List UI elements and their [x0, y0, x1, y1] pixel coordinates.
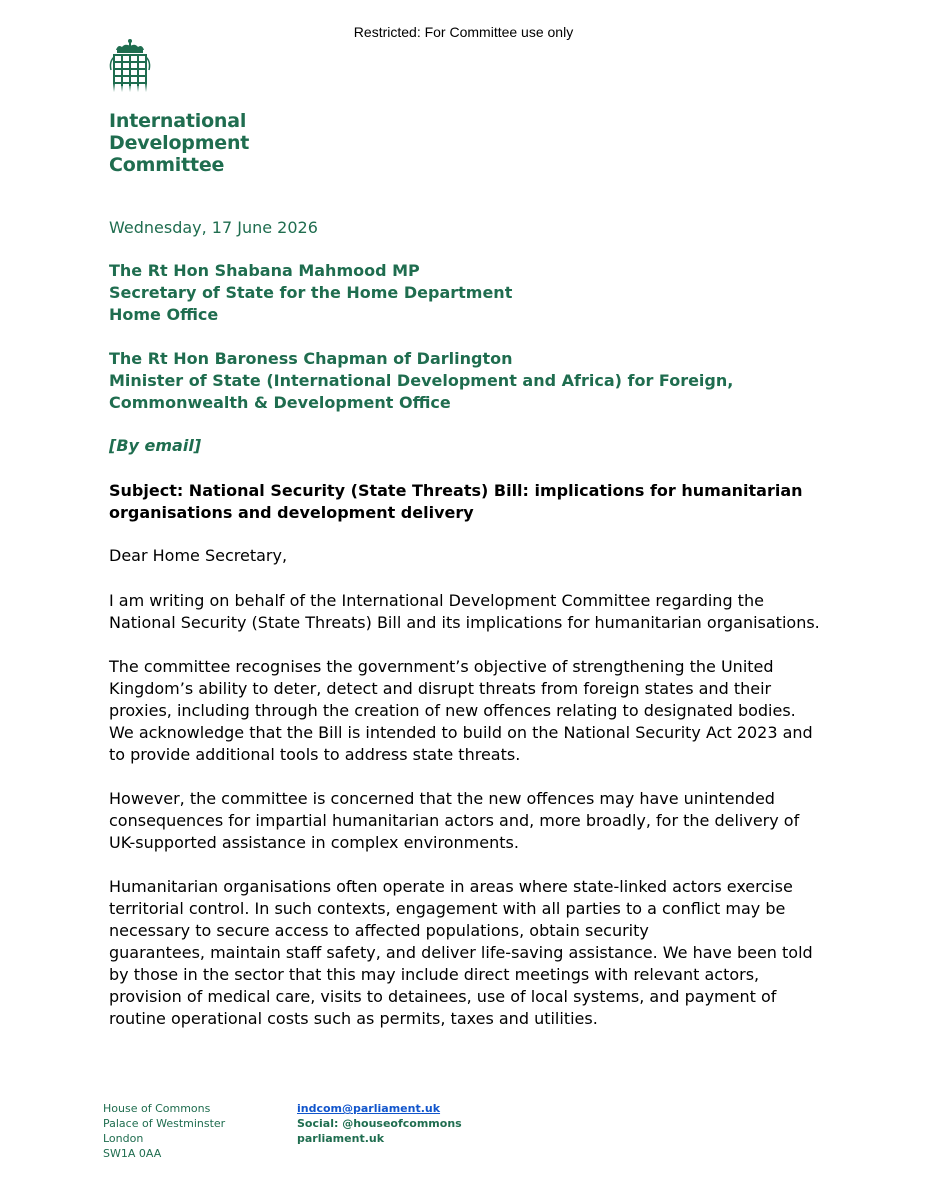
- address-line: Palace of Westminster: [103, 1117, 226, 1130]
- body-paragraph: [109, 788, 829, 854]
- letter-date: Wednesday, 17 June 2026: [109, 218, 318, 237]
- paragraph-line: The committee recognises the government’s objective of strengthening the United: [109, 657, 774, 676]
- recipient-title: Minister of State (International Development and Africa) for Foreign,: [109, 371, 734, 390]
- paragraph-line: I am writing on behalf of the International Development Committee regarding the: [109, 591, 764, 610]
- address-line: London: [103, 1132, 144, 1145]
- restricted-banner: Restricted: For Committee use only: [353, 24, 574, 40]
- recipient-name: The Rt Hon Shabana Mahmood MP: [109, 261, 420, 280]
- delivery-method: [By email]: [109, 436, 202, 455]
- paragraph-line: consequences for impartial humanitarian actors and, more broadly, for the delivery of: [109, 811, 800, 830]
- paragraph-line: territorial control. In such contexts, engagement with all parties to a conflict may be: [109, 899, 786, 918]
- subject-line: Subject: National Security (State Threats) Bill: implications for humanitarian organisations and development delivery: [109, 481, 803, 522]
- recipient-name: The Rt Hon Baroness Chapman of Darlington: [109, 349, 513, 368]
- paragraph-line: We acknowledge that the Bill is intended to build on the National Security Act 2023 and: [109, 723, 813, 742]
- paragraph-line: However, the committee is concerned that the new offences may have unintended: [109, 789, 775, 808]
- paragraph-line: provision of medical care, visits to detainees, use of local systems, and payment of: [109, 987, 777, 1006]
- recipient-block-1: [109, 260, 512, 326]
- paragraph-line: by those in the sector that this may include direct meetings with relevant actors,: [109, 965, 760, 984]
- social-handle: Social: @houseofcommons: [297, 1117, 462, 1130]
- email-link[interactable]: indcom@parliament.uk: [297, 1102, 441, 1115]
- body-paragraph: [109, 656, 829, 766]
- website-link[interactable]: parliament.uk: [297, 1132, 385, 1145]
- recipient-department: Commonwealth & Development Office: [109, 393, 451, 412]
- paragraph-line: Humanitarian organisations often operate in areas where state-linked actors exercise: [109, 877, 793, 896]
- recipient-department: Home Office: [109, 305, 219, 324]
- address-line: SW1A 0AA: [103, 1147, 162, 1160]
- paragraph-line: routine operational costs such as permits, taxes and utilities.: [109, 1009, 598, 1028]
- committee-name: [109, 110, 249, 176]
- footer-contact: [297, 1101, 462, 1146]
- paragraph-line: to provide additional tools to address state threats.: [109, 745, 521, 764]
- recipient-title: Secretary of State for the Home Department: [109, 283, 513, 302]
- salutation: Dear Home Secretary,: [109, 546, 288, 565]
- paragraph-line: guarantees, maintain staff safety, and deliver life-saving assistance. We have been told: [109, 943, 813, 962]
- recipient-block-2: [109, 348, 733, 414]
- committee-name-line: Committee: [109, 154, 225, 176]
- body-paragraph: [109, 590, 829, 634]
- footer-address: [103, 1101, 225, 1161]
- paragraph-line: National Security (State Threats) Bill and its implications for humanitarian organisations.: [109, 613, 820, 632]
- address-line: House of Commons: [103, 1102, 211, 1115]
- paragraph-line: necessary to secure access to affected populations, obtain security: [109, 921, 649, 940]
- committee-name-line: Development: [109, 132, 250, 154]
- portcullis-icon: [108, 38, 152, 96]
- body-paragraph: [109, 876, 829, 1030]
- paragraph-line: proxies, including through the creation of new offences relating to designated bodies.: [109, 701, 796, 720]
- paragraph-line: Kingdom’s ability to deter, detect and disrupt threats from foreign states and their: [109, 679, 772, 698]
- committee-name-line: International: [109, 110, 247, 132]
- paragraph-line: UK-supported assistance in complex environments.: [109, 833, 519, 852]
